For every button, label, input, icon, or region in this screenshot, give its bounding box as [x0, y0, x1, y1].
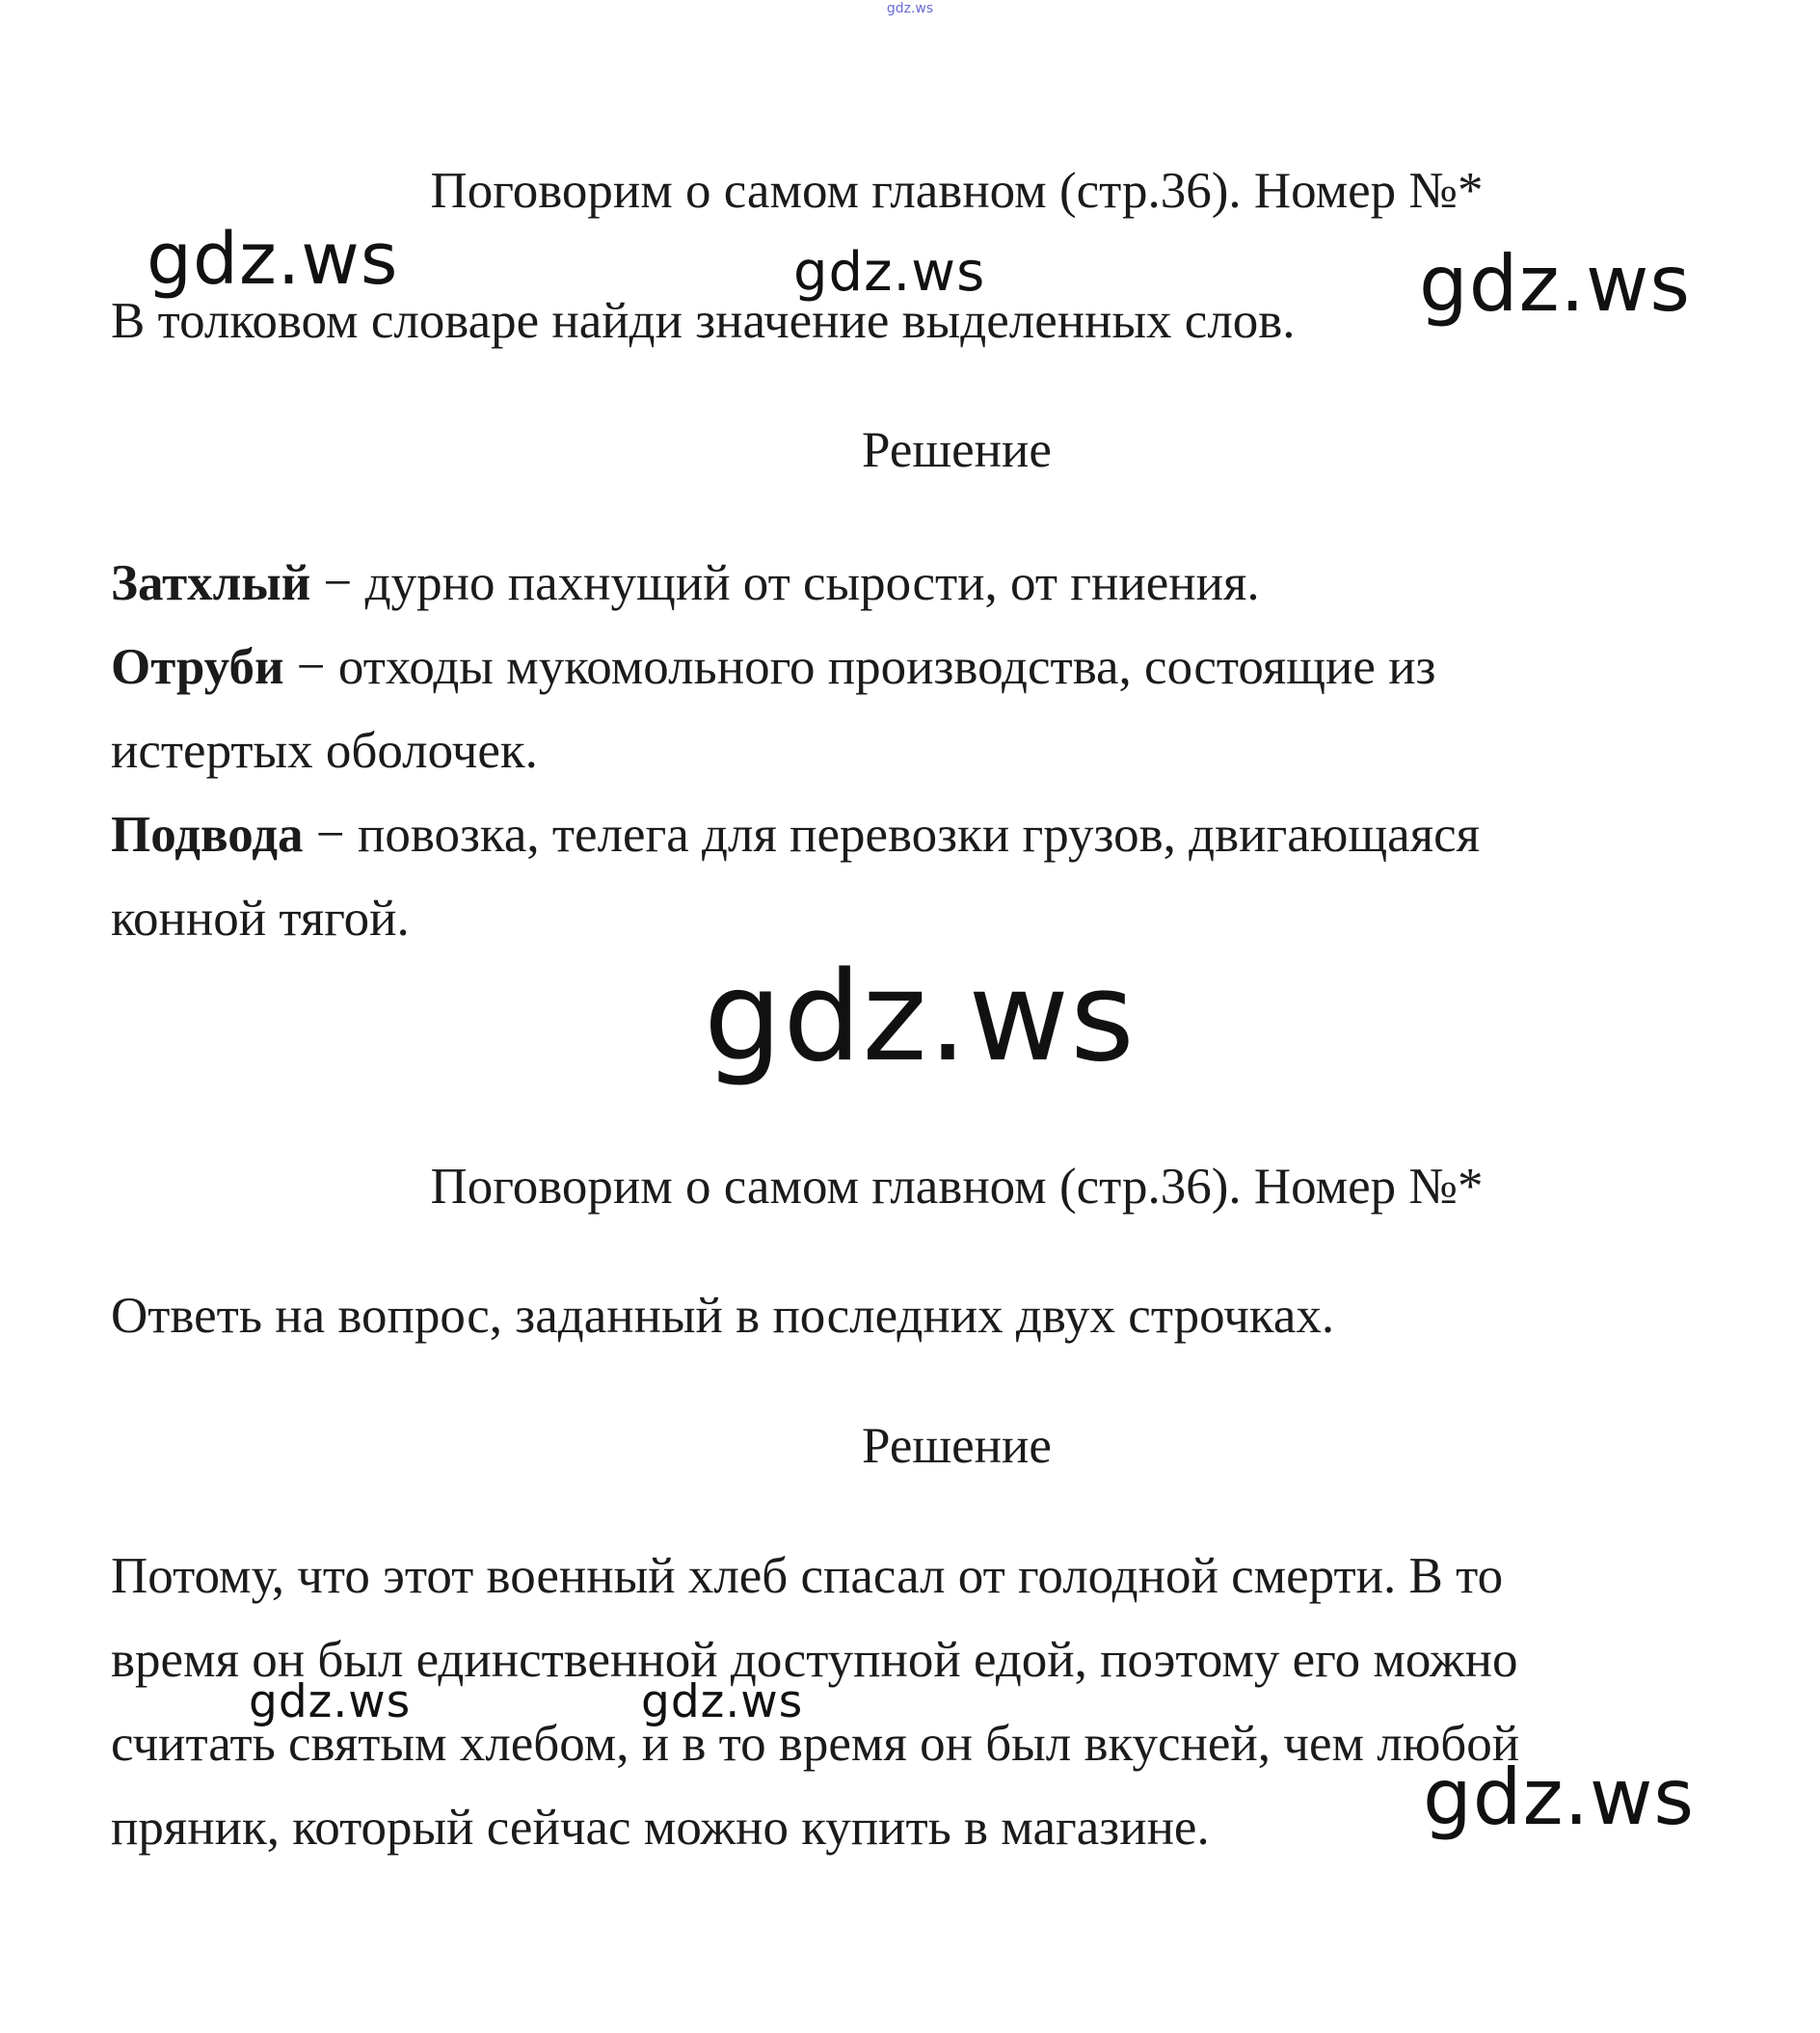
answer-line: пряник, который сейчас можно купить в магазине. — [111, 1800, 1210, 1856]
watermark: gdz.ws — [641, 1675, 804, 1728]
watermark: gdz.ws — [793, 241, 986, 304]
definition-entry — [111, 542, 1260, 626]
answer-line: считать святым хлебом, и в то время он был вкусней, чем любой — [111, 1716, 1520, 1772]
task2-prompt: Ответь на вопрос, заданный в последних двух строчках. — [111, 1288, 1335, 1344]
watermark: gdz.ws — [1419, 239, 1692, 329]
entry-term: Отруби — [111, 639, 284, 695]
entry-term: Подвода — [111, 807, 304, 863]
task1-prompt: В толковом словаре найди значение выделенных слов. — [111, 293, 1296, 349]
answer-line: время он был единственной доступной едой, поэтому его можно — [111, 1632, 1518, 1688]
watermark: gdz.ws — [147, 218, 399, 301]
entry-term: Затхлый — [111, 555, 311, 611]
entry-definition: − повозка, телега для перевозки грузов, двигающаяся — [303, 807, 1480, 863]
task2-header: Поговорим о самом главном (стр.36). Номер №* — [430, 1159, 1484, 1215]
definition-entry — [111, 626, 1436, 709]
task1-header: Поговорим о самом главном (стр.36). Номер №* — [430, 163, 1484, 219]
task2-solution-label: Решение — [862, 1418, 1052, 1474]
task1-solution-label: Решение — [862, 422, 1052, 478]
entry-definition-continuation: конной тягой. — [111, 891, 410, 947]
entry-definition: − отходы мукомольного производства, состоящие из — [283, 639, 1436, 695]
answer-line: Потому, что этот военный хлеб спасал от голодной смерти. В то — [111, 1548, 1504, 1604]
watermark: gdz.ws — [1423, 1752, 1696, 1842]
entry-definition: − дурно пахнущий от сырости, от гниения. — [310, 555, 1260, 611]
watermark: gdz.ws — [249, 1675, 412, 1728]
entry-definition-continuation: истертых оболочек. — [111, 723, 538, 779]
definition-entry — [111, 793, 1480, 877]
watermark: gdz.ws — [704, 946, 1136, 1089]
top-watermark: gdz.ws — [886, 1, 934, 16]
